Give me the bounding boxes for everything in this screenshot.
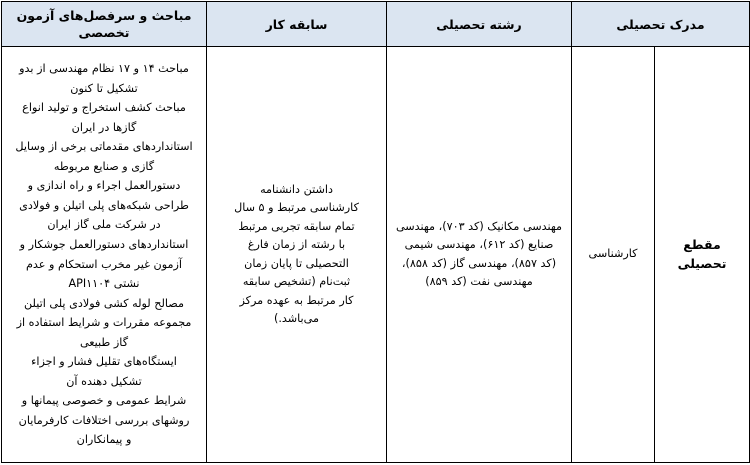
topic-line: گازی و صنایع مربوطه — [53, 159, 155, 173]
field-line: صنایع (کد ۶۱۲)، مهندسی شیمی — [404, 238, 554, 251]
experience-line: ثبت‌نام (تشخیص سابقه — [242, 275, 351, 288]
topic-line: دستورالعمل اجراء و راه اندازی و — [27, 179, 181, 193]
header-row — [2, 2, 750, 47]
experience-cell — [207, 47, 387, 463]
header-topics: مباحث و سرفصل‌های آزمون تخصصی — [2, 2, 207, 47]
topic-line: تشکیل تا کنون — [70, 81, 138, 95]
table-row — [2, 47, 750, 463]
experience-line: تمام سابقه تجربی مرتبط — [238, 219, 355, 233]
topic-line: تشکیل دهنده آن — [66, 374, 142, 388]
topic-line: روشهای بررسی اختلافات کارفرمایان — [18, 413, 190, 427]
experience-line: با رشته از زمان فارغ — [247, 238, 346, 251]
topic-line: مباحث ۱۴ و ۱۷ نظام مهندسی از بدو — [19, 62, 189, 76]
field-line: (کد ۸۵۷)، مهندسی گاز (کد ۸۵۸)، — [401, 256, 557, 270]
topic-line: گازها در ایران — [71, 120, 137, 134]
requirements-table — [1, 1, 750, 463]
topic-line: شرایط عمومی و خصوصی پیمانها و — [21, 394, 187, 408]
topic-line: استانداردهای مقدماتی برخی از وسایل — [15, 140, 193, 154]
degree-level-label: مقطع تحصیلی — [655, 47, 750, 463]
experience-line: التحصیلی تا پایان زمان — [244, 256, 349, 270]
topic-line: طراحی شبکه‌های پلی اتیلن و فولادی — [19, 198, 189, 212]
field-line: مهندسی مکانیک (کد ۷۰۳)، مهندسی — [395, 219, 563, 233]
header-field: رشته تحصیلی — [387, 2, 572, 47]
degree-value: کارشناسی — [572, 47, 655, 463]
topic-line: آزمون غیر مخرب استحکام و عدم — [25, 257, 183, 271]
topics-cell — [2, 47, 207, 463]
topic-line: مصالح لوله کشی فولادی پلی اتیلن — [24, 296, 184, 310]
topic-line: و پیمانکاران — [76, 433, 132, 447]
topic-line: مباحث کشف استخراج و تولید انواع — [22, 101, 186, 115]
header-experience: سابقه کار — [207, 2, 387, 47]
topic-line: نشتی API۱۱۰۴ — [68, 277, 140, 291]
field-cell — [387, 47, 572, 463]
field-line: مهندسی نفت (کد ۸۵۹) — [425, 275, 533, 288]
experience-line: داشتن دانشنامه — [260, 182, 333, 196]
topic-line: گاز طبیعی — [79, 335, 129, 349]
topic-line: استانداردهای دستورالعمل جوشکار و — [19, 237, 189, 251]
header-degree: مدرک تحصیلی — [572, 2, 750, 47]
topic-line: ایستگاه‌های تقلیل فشار و اجزاء — [31, 355, 177, 369]
experience-line: کارشناسی مرتبط و ۵ سال — [234, 201, 359, 214]
topic-line: در شرکت ملی گاز ایران — [47, 218, 161, 232]
experience-line: کار مرتبط به عهده مرکز — [239, 293, 354, 307]
topic-line: مجموعه مقررات و شرایط استفاده از — [16, 316, 192, 330]
experience-line: می‌باشد.) — [273, 312, 319, 325]
